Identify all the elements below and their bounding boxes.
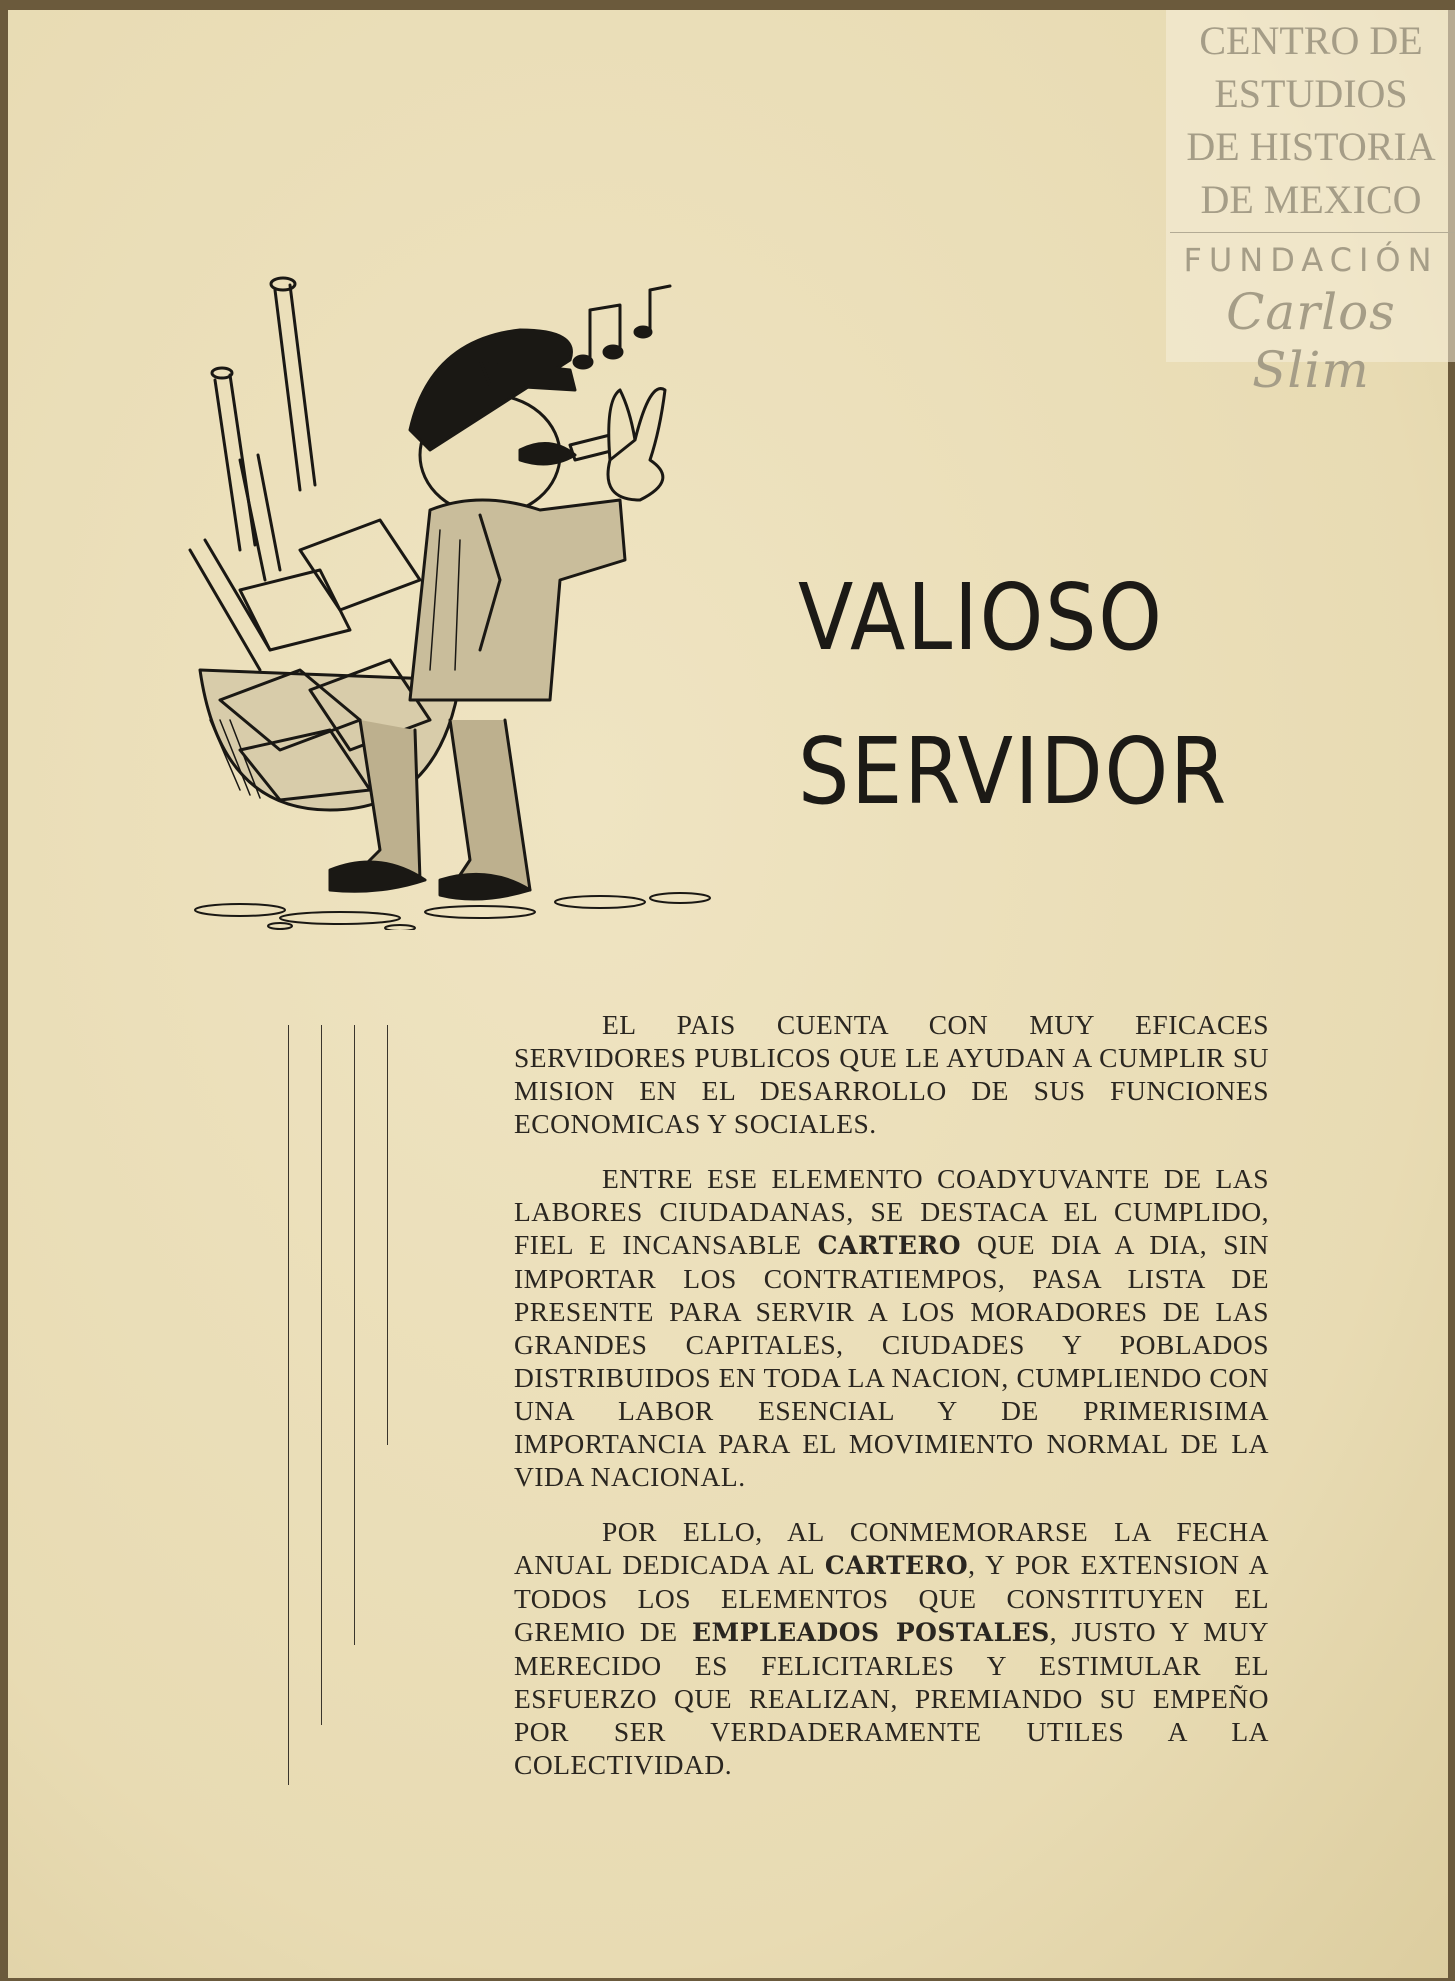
watermark-line: ESTUDIOS — [1214, 71, 1408, 116]
vertical-rule — [288, 1025, 289, 1785]
text-run: POR ELLO, AL CONMEMORARSE LA FECHA ANUAL DEDICADA AL — [514, 1516, 1269, 1580]
vertical-rule — [354, 1025, 355, 1645]
paragraph-1: EL PAIS CUENTA CON MUY EFICACES SERVIDORES PUBLICOS QUE LE AYUDAN A CUMPLIR SU MISION EN EL DESARROLLO DE SUS FUNCIONES ECONOMICAS Y SOCIALES. — [514, 1009, 1269, 1139]
vertical-rule — [387, 1025, 388, 1445]
mail-carrier-illustration — [180, 250, 720, 930]
paragraph-3 — [514, 1515, 1269, 1781]
watermark-signature: Carlos Slim — [1226, 283, 1396, 399]
watermark-divider — [1170, 232, 1455, 233]
bold-term: EMPLEADOS POSTALES — [692, 1618, 1050, 1647]
watermark-line: CENTRO DE — [1199, 18, 1423, 63]
bold-term: CARTERO — [824, 1551, 969, 1580]
decorative-vertical-rules — [288, 1025, 408, 1785]
magazine-page — [8, 10, 1448, 1978]
watermark-line: DE MEXICO — [1200, 177, 1422, 222]
article-title-line1: VALIOSO — [798, 564, 1164, 671]
watermark-foundation: FUNDACIÓN — [1183, 241, 1439, 279]
paragraph-2 — [514, 1162, 1269, 1493]
article-body — [514, 1008, 1269, 1803]
text-run: , Y POR EXTENSION A TODOS LOS ELEMENTOS QUE CONSTITUYEN EL GREMIO DE — [514, 1549, 1269, 1647]
bold-term: CARTERO — [817, 1231, 961, 1260]
vertical-rule — [321, 1025, 322, 1725]
archive-watermark — [1166, 10, 1455, 399]
text-run: ENTRE ESE ELEMENTO COADYUVANTE DE LAS LABORES CIUDADANAS, SE DESTACA EL CUMPLIDO, FIEL E INCANSABLE — [514, 1163, 1269, 1260]
text-run: , JUSTO Y MUY MERECIDO ES FELICITARLES Y ESTIMULAR EL ESFUERZO QUE REALIZAN, PREMIANDO SU EMPEÑO POR SER VERDADERAMENTE UTILES A LA COLECTIVIDAD. — [514, 1616, 1269, 1780]
watermark-line: DE HISTORIA — [1186, 124, 1436, 169]
text-run: QUE DIA A DIA, SIN IMPORTAR LOS CONTRATIEMPOS, PASA LISTA DE PRESENTE PARA SERVIR A LOS MORADORES DE LAS GRANDES CAPITALES, CIUDADES Y POBLADOS DISTRIBUIDOS EN TODA LA NACION, CUMPLIENDO CON UNA LABOR ESENCIAL Y DE PRIMERISIMA IMPORTANCIA PARA EL MOVIMIENTO NORMAL DE LA VIDA NACIONAL. — [514, 1229, 1270, 1492]
article-title-line2: SERVIDOR — [798, 718, 1229, 825]
